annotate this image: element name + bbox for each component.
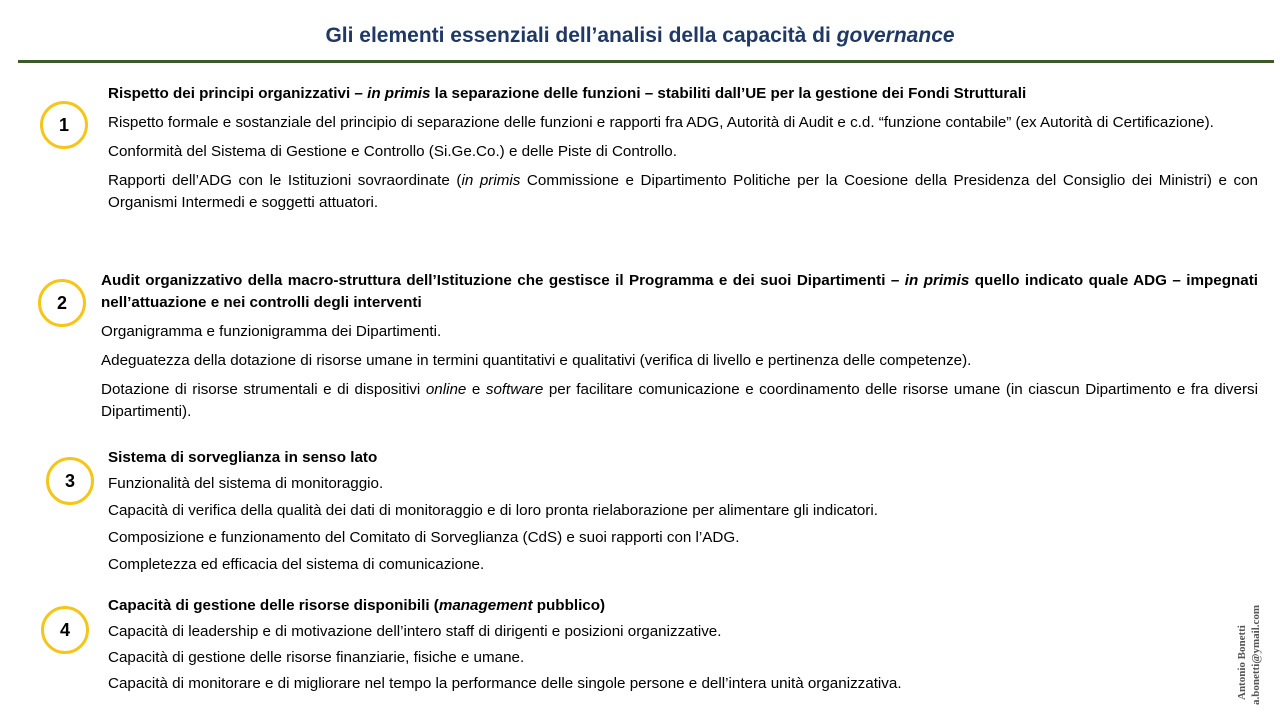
author-name: Antonio Bonetti bbox=[1236, 625, 1248, 700]
section-number-badge: 2 bbox=[38, 279, 86, 327]
section-number-badge: 4 bbox=[41, 606, 89, 654]
section-heading: Rispetto dei principi organizzativi – in primis la separazione delle funzioni – stabiliti dall’UE per la gestione dei Fondi Strutturali bbox=[108, 85, 1027, 102]
section-2 bbox=[101, 270, 1258, 430]
section-number-badge: 3 bbox=[46, 457, 94, 505]
list-item: Adeguatezza della dotazione di risorse umane in termini quantitativi e qualitativi (verifica di livello e pertinenza delle competenze). bbox=[101, 352, 972, 369]
section-1 bbox=[108, 83, 1258, 221]
list-item: Completezza ed efficacia del sistema di comunicazione. bbox=[108, 556, 485, 573]
list-item: Capacità di leadership e di motivazione dell’intero staff di dirigenti e posizioni organizzative. bbox=[108, 623, 722, 640]
list-item: Rispetto formale e sostanziale del principio di separazione delle funzioni e rapporti fra ADG, Autorità di Audit e c.d. “funzione contabile” (ex Autorità di Certificazione). bbox=[108, 114, 1214, 131]
list-item: Capacità di monitorare e di migliorare nel tempo la performance delle singole persone e dell’intera unità organizzativa. bbox=[108, 675, 902, 692]
title-divider bbox=[18, 60, 1274, 63]
section-heading: Capacità di gestione delle risorse disponibili (management pubblico) bbox=[108, 597, 606, 614]
list-item: Funzionalità del sistema di monitoraggio. bbox=[108, 475, 384, 492]
page-title: Gli elementi essenziali dell’analisi della capacità di governance bbox=[325, 24, 955, 47]
list-item: Rapporti dell’ADG con le Istituzioni sovraordinate (in primis Commissione e Dipartimento Politiche per la Coesione della Presidenza del Consiglio dei Ministri) e con Organismi Intermedi e soggetti attuatori. bbox=[108, 172, 1258, 211]
author-credit bbox=[1228, 595, 1268, 705]
author-email: a.bonetti@ymail.com bbox=[1250, 604, 1262, 705]
list-item: Composizione e funzionamento del Comitato di Sorveglianza (CdS) e suoi rapporti con l’ADG. bbox=[108, 529, 740, 546]
list-item: Organigramma e funzionigramma dei Dipartimenti. bbox=[101, 323, 442, 340]
section-heading: Sistema di sorveglianza in senso lato bbox=[108, 449, 378, 466]
section-4 bbox=[108, 594, 1228, 696]
section-heading: Audit organizzativo della macro-struttura dell’Istituzione che gestisce il Programma e dei suoi Dipartimenti – in primis quello indicato quale ADG – impegnati nell’attuazione e nei controlli degli interventi bbox=[101, 272, 1258, 311]
list-item: Dotazione di risorse strumentali e di dispositivi online e software per facilitare comunicazione e coordinamento delle risorse umane (in ciascun Dipartimento e fra diversi Dipartimenti). bbox=[101, 381, 1258, 420]
list-item: Capacità di gestione delle risorse finanziarie, fisiche e umane. bbox=[108, 649, 525, 666]
list-item: Capacità di verifica della qualità dei dati di monitoraggio e di loro pronta rielaborazione per alimentare gli indicatori. bbox=[108, 502, 878, 519]
section-3 bbox=[108, 446, 1258, 577]
list-item: Conformità del Sistema di Gestione e Controllo (Si.Ge.Co.) e delle Piste di Controllo. bbox=[108, 143, 677, 160]
section-number-badge: 1 bbox=[40, 101, 88, 149]
